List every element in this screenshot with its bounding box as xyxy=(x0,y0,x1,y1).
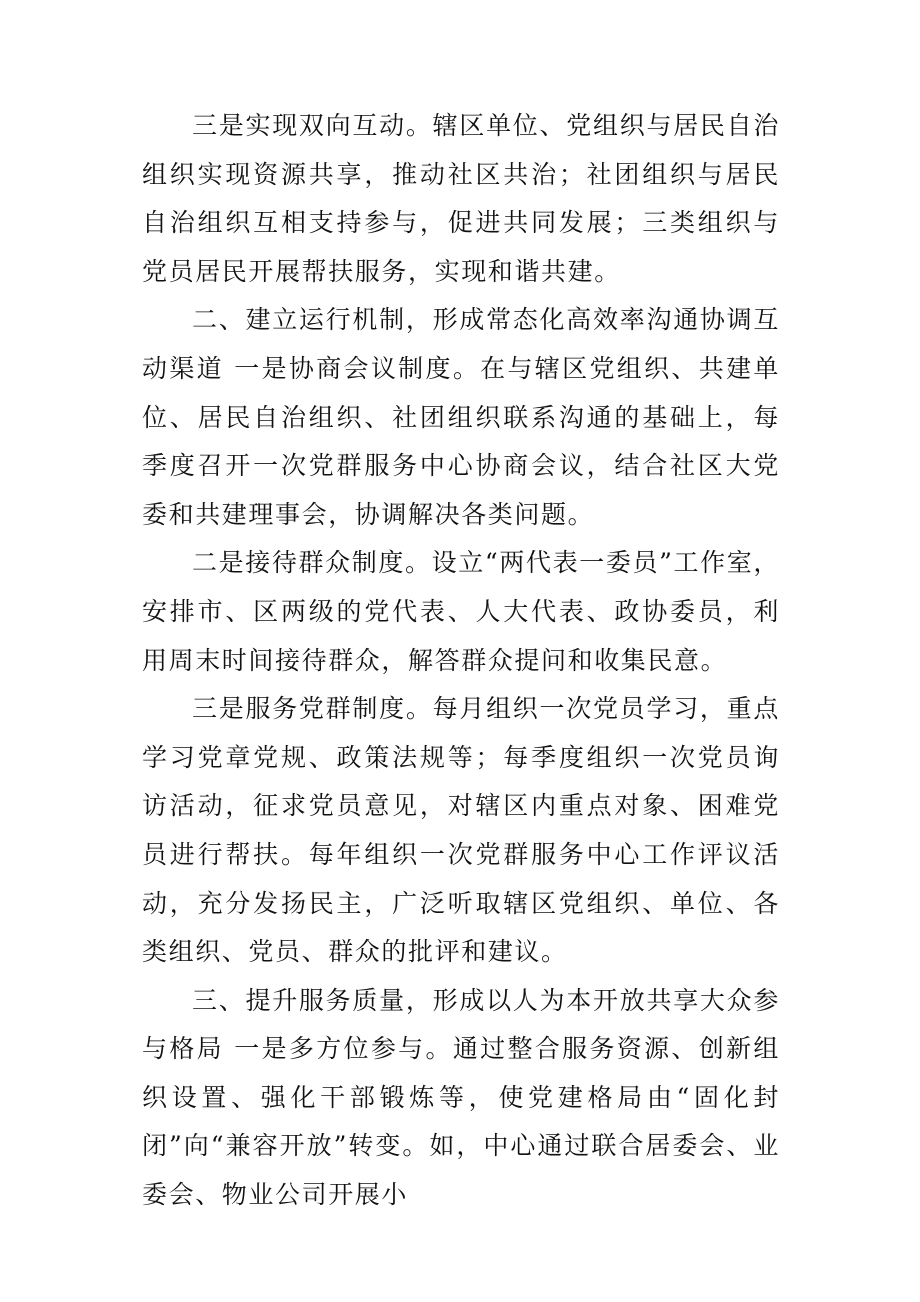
paragraph-operating-mechanism: 二、建立运行机制，形成常态化高效率沟通协调互动渠道 一是协商会议制度。在与辖区党组织、共建单位、居民自治组织、社团组织联系沟通的基础上，每季度召开一次党群服务中心协商会议，结合社区大党委和共建理事会，协调解决各类问题。 xyxy=(142,305,780,529)
paragraph-reception-system: 二是接待群众制度。设立“两代表一委员”工作室，安排市、区两级的党代表、人大代表、政协委员，利用周末时间接待群众，解答群众提问和收集民意。 xyxy=(142,548,780,675)
paragraph-two-way-interaction: 三是实现双向互动。辖区单位、党组织与居民自治组织实现资源共享，推动社区共治；社团组织与居民自治组织互相支持参与，促进共同发展；三类组织与党员居民开展帮扶服务，实现和谐共建。 xyxy=(142,111,780,286)
paragraph-service-quality: 三、提升服务质量，形成以人为本开放共享大众参与格局 一是多方位参与。通过整合服务资源、创新组织设置、强化干部锻炼等，使党建格局由“固化封闭”向“兼容开放”转变。如，中心通过联合居委会、业委会、物业公司开展小 xyxy=(142,985,780,1210)
paragraph-party-service-system: 三是服务党群制度。每月组织一次党员学习，重点学习党章党规、政策法规等；每季度组织一次党员询访活动，征求党员意见，对辖区内重点对象、困难党员进行帮扶。每年组织一次党群服务中心工作评议活动，充分发扬民主，广泛听取辖区党组织、单位、各类组织、党员、群众的批评和建议。 xyxy=(142,694,780,967)
document-body xyxy=(142,102,780,1220)
